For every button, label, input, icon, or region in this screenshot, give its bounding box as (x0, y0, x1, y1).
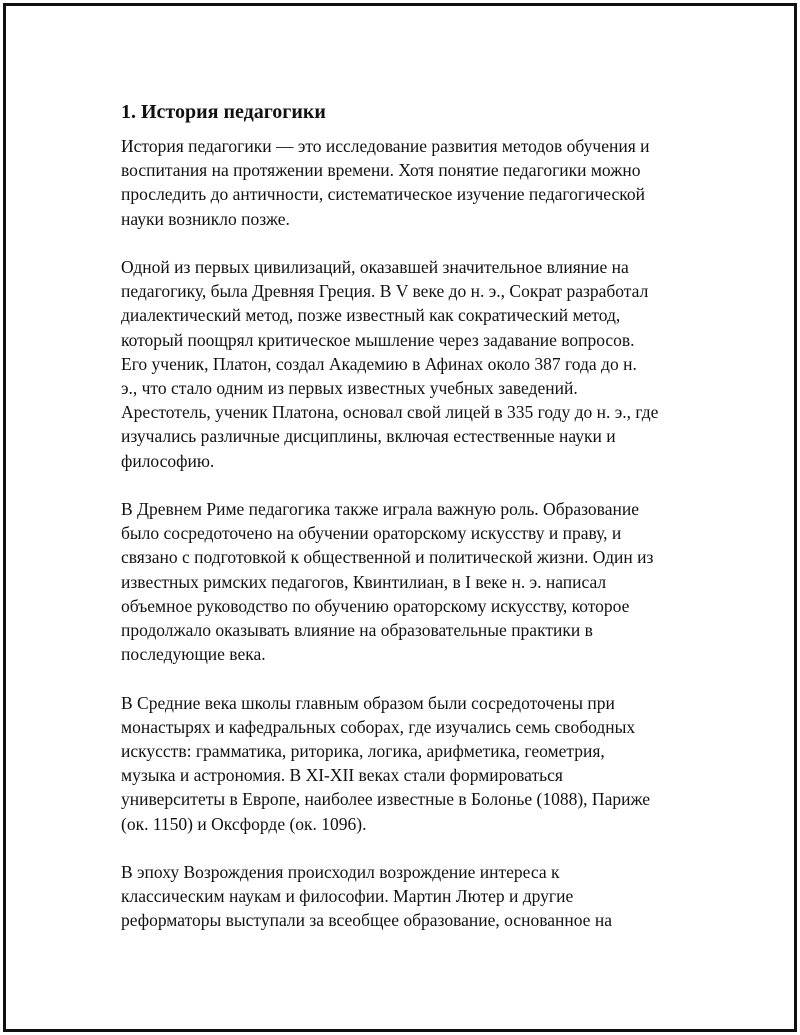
text-line: (ок. 1150) и Оксфорде (ок. 1096). (121, 813, 367, 834)
page-frame (3, 3, 797, 1032)
text-line: который поощрял критическое мышление через задавание вопросов. (121, 329, 635, 350)
text-line: объемное руководство по обучению ораторскому искусству, которое (121, 595, 630, 616)
text-line: науки возникло позже. (121, 208, 290, 229)
paragraph-middle-ages (121, 691, 691, 836)
text-line: классическим наукам и философии. Мартин Лютер и другие (121, 886, 574, 907)
text-line: Его ученик, Платон, создал Академию в Афинах около 387 года до н. (121, 353, 637, 374)
text-line: философию. (121, 450, 215, 471)
section-heading: 1. История педагогики (121, 101, 326, 123)
text-line: искусств: грамматика, риторика, логика, арифметика, геометрия, (121, 741, 605, 762)
paragraph-ancient-greece (121, 255, 691, 473)
document-body (121, 97, 691, 957)
text-line: известных римских педагогов, Квинтилиан, в I веке н. э. написал (121, 571, 607, 592)
text-line: диалектический метод, позже известный как сократический метод, (121, 305, 621, 326)
text-line: проследить до античности, систематическое изучение педагогической (121, 184, 645, 205)
text-line: связано с подготовкой к общественной и политической жизни. Один из (121, 547, 654, 568)
paragraph-renaissance (121, 860, 691, 933)
text-line: последующие века. (121, 644, 266, 665)
text-line: продолжало оказывать влияние на образовательные практики в (121, 620, 593, 641)
text-line: В эпоху Возрождения происходил возрождение интереса к (121, 862, 560, 883)
paragraph-intro (121, 134, 691, 231)
text-line: Арестотель, ученик Платона, основал свой лицей в 335 году до н. э., где (121, 402, 659, 423)
text-line: В Средние века школы главным образом были сосредоточены при (121, 692, 615, 713)
text-line: музыка и астрономия. В XI-XII веках стали формироваться (121, 765, 563, 786)
text-line: В Древнем Риме педагогика также играла важную роль. Образование (121, 499, 639, 520)
text-line: воспитания на протяжении времени. Хотя понятие педагогики можно (121, 160, 641, 181)
text-line: изучались различные дисциплины, включая естественные науки и (121, 426, 616, 447)
text-line: э., что стало одним из первых известных учебных заведений. (121, 378, 578, 399)
text-line: реформаторы выступали за всеобщее образование, основанное на (121, 910, 612, 931)
text-line: Одной из первых цивилизаций, оказавшей значительное влияние на (121, 257, 629, 277)
paragraph-ancient-rome (121, 497, 691, 666)
text-line: педагогику, была Древняя Греция. В V веке до н. э., Сократ разработал (121, 281, 649, 302)
text-line: История педагогики — это исследование развития методов обучения и (121, 136, 650, 156)
text-line: было сосредоточено на обучении ораторскому искусству и праву, и (121, 523, 622, 544)
text-line: университеты в Европе, наиболее известные в Болонье (1088), Париже (121, 789, 651, 810)
text-line: монастырях и кафедральных соборах, где изучались семь свободных (121, 716, 636, 737)
